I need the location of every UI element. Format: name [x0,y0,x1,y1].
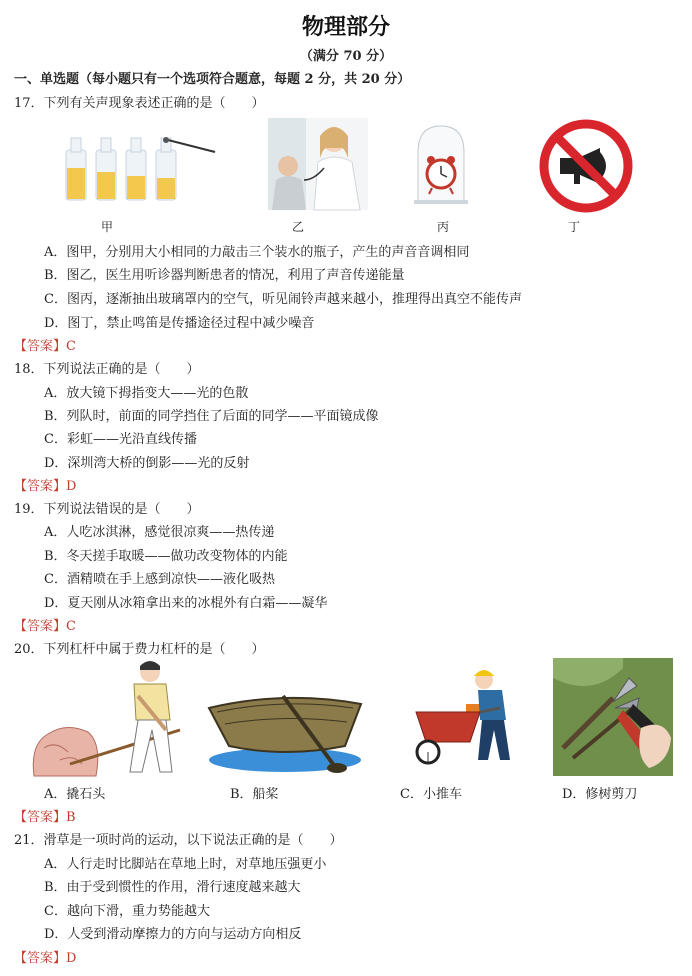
caption-ding: 丁 [568,220,581,234]
caption-a: A．撬石头 [44,787,106,802]
q21-option-d: D．人受到滑动摩擦力的方向与运动方向相反 [44,927,302,942]
question-17-stem: 17．下列有关声现象表述正确的是（ ） [14,96,265,111]
question-19-stem: 19．下列说法错误的是（ ） [14,502,200,517]
q18-option-d: D．深圳湾大桥的倒影——光的反射 [44,456,250,471]
caption-b: B．船桨 [230,787,279,802]
oar-boat-figure [205,690,365,778]
q21-answer: 【答案】D [14,951,77,966]
doctor-figure [268,118,368,210]
q17-option-a: A．图甲，分别用大小相同的力敲击三个装水的瓶子，产生的声音音调相同 [44,245,470,260]
question-18-stem: 18．下列说法正确的是（ ） [14,362,200,377]
q19-option-b: B．冬天搓手取暖——做功改变物体的内能 [44,549,288,564]
page-subtitle: （满分 70 分） [299,49,393,64]
bottle-4 [156,138,176,200]
q19-answer: 【答案】C [14,619,76,634]
q17-answer: 【答案】C [14,339,76,354]
pruning-shears-figure [553,658,673,776]
no-horn-sign [538,118,634,214]
q18-option-a: A．放大镜下拇指变大——光的色散 [44,386,249,401]
q17-option-b: B．图乙，医生用听诊器判断患者的情况，利用了声音传递能量 [44,268,405,283]
bottle-1 [66,138,86,200]
q21-option-c: C．越向下滑，重力势能越大 [44,904,210,919]
wheelbarrow-figure [408,668,528,768]
question-21-stem: 21．滑草是一项时尚的运动，以下说法正确的是（ ） [14,833,343,848]
q21-option-a: A．人行走时比脚站在草地上时，对草地压强更小 [44,857,327,872]
q18-answer: 【答案】D [14,479,77,494]
page-title: 物理部分 [301,14,390,40]
caption-yi: 乙 [292,220,305,234]
bottles-figure [60,130,230,205]
section-heading: 一、单选题（每小题只有一个选项符合题意，每题 2 分，共 20 分） [14,72,411,87]
q17-option-d: D．图丁，禁止鸣笛是传播途径过程中减少噪音 [44,316,315,331]
prying-rock-figure [30,660,190,778]
q17-option-c: C．图丙，逐渐抽出玻璃罩内的空气，听见闹铃声越来越小，推理得出真空不能传声 [44,292,522,307]
caption-bing: 丙 [437,220,450,234]
caption-d: D．修树剪刀 [562,787,638,802]
q18-option-b: B．列队时，前面的同学挡住了后面的同学——平面镜成像 [44,409,379,424]
caption-jia: 甲 [101,220,114,234]
q20-answer: 【答案】B [14,810,76,825]
q19-option-d: D．夏天刚从冰箱拿出来的冰棍外有白霜——凝华 [44,596,328,611]
bottle-2 [96,138,116,200]
caption-c: C．小推车 [400,787,462,802]
q18-option-c: C．彩虹——光沿直线传播 [44,432,197,447]
q21-option-b: B．由于受到惯性的作用，滑行速度越来越大 [44,880,301,895]
bottle-3 [126,138,146,200]
bell-jar-figure [412,122,470,208]
q19-option-a: A．人吃冰淇淋，感觉很凉爽——热传递 [44,525,275,540]
question-20-stem: 20．下列杠杆中属于费力杠杆的是（ ） [14,642,265,657]
q19-option-c: C．酒精喷在手上感到凉快——液化吸热 [44,572,275,587]
